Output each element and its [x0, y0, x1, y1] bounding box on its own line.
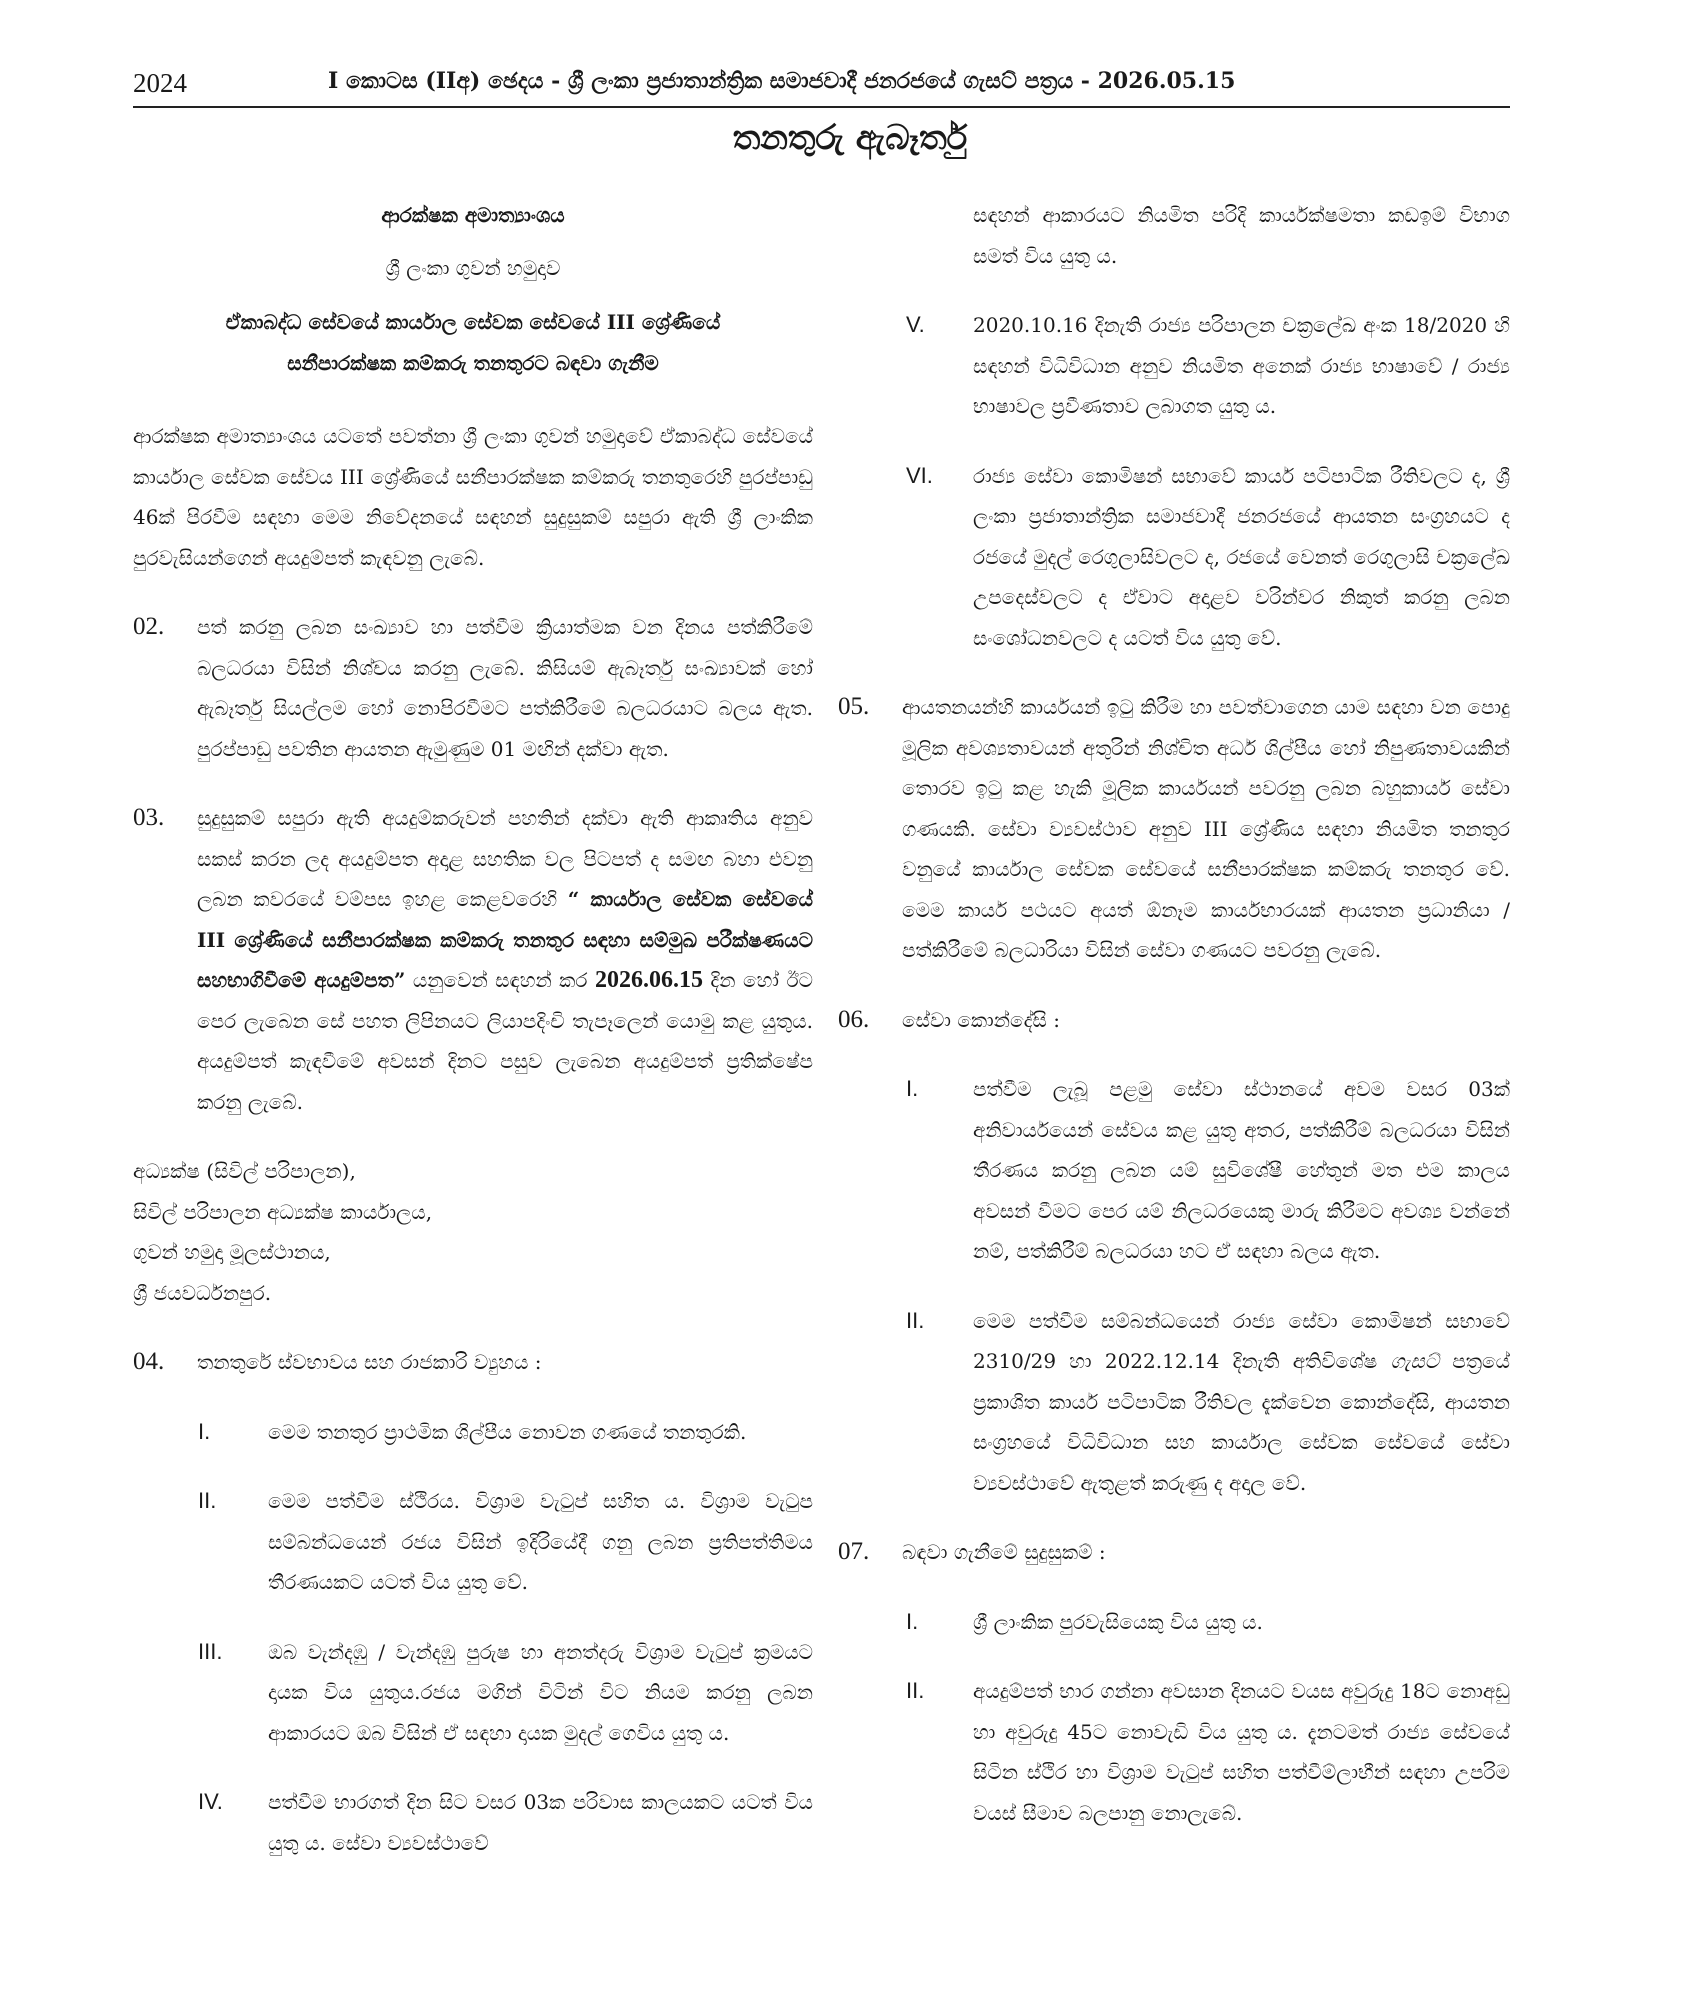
item-text: පත්වීම භාරගත් දින සිට වසර 03ක පරිවාස කාලයකට යටත් විය යුතු ය. සේවා ව්‍යවස්ථාවේ — [268, 1790, 813, 1855]
item-number: II. — [906, 1678, 925, 1703]
list-item — [838, 1671, 1510, 1833]
item-number: VI. — [906, 462, 933, 488]
section-03 — [133, 798, 813, 1122]
list-item — [838, 1069, 1510, 1272]
list-item — [838, 305, 1510, 427]
item-text-a: මෙම පත්වීම සම්බන්ධයෙන් රාජ්‍ය සේවා කොමිෂන් සභාවේ 2310/29 හා 2022.12.14 දිනැති අතිවිශේෂ — [973, 1308, 1510, 1373]
section-text: ආයතනයන්හි කාර්යයන් ඉටු කිරීම හා පවත්වාගෙන යාම සඳහා වන පොදු මූලික අවශ්‍යතාවයන් අතුරින් නිශ්චිත අර්ධ ශිල්පීය හෝ නිපුණතාවයකින් තොරව ඉටු කළ හැකි මූලික කාර්යයන් පවරනු ලබන බහුකාර්ය සේවා ගණයකි. සේවා ව්‍යවස්ථාව අනුව III ශ්‍රේණිය සඳහා නියමිත තනතුර වනුයේ කාර්යාල සේවක සේවයේ සනීපාරක්ෂක කම්කරු තනතුර වේ. මෙම කාර්ය පථයට අයත් ඕනෑම කාර්යභාරයක් ආයතන ප්‍රධානියා / පත්කිරීමේ බලධාරියා විසින් සේවා ගණයට පවරනු ලැබේ. — [902, 695, 1510, 962]
list-item — [838, 1301, 1510, 1504]
item-number: III. — [198, 1638, 223, 1664]
item-number: II. — [198, 1488, 217, 1513]
address-line: අධ්‍යක්ෂ (සිවිල් පරිපාලන), — [133, 1159, 356, 1183]
closing-date: 2026.06.15 — [594, 967, 703, 993]
item-text: 2020.10.16 දිනැති රාජ්‍ය පරිපාලන චක්‍රලේඛ අංක 18/2020 හි සඳහන් විධිවිධාන අනුව නියමිත අනෙක් රාජ්‍ය භාෂාවේ / රාජ්‍ය භාෂාවල ප්‍රවීණතාව ලබාගත යුතු ය. — [973, 313, 1510, 418]
address-block — [133, 1151, 813, 1313]
list-item — [133, 1481, 813, 1603]
list-item — [133, 1412, 813, 1453]
section-04 — [133, 1342, 813, 1383]
address-line: සිවිල් පරිපාලන අධ්‍යක්ෂ කාර්යාලය, — [133, 1199, 433, 1224]
section-text-a: සුදුසුකම් සපුරා ඇති අයදුම්කරුවන් පහතින් දක්වා ඇති ආකෘතිය අනුව සකස් කරන ලද අයදුම්පත අදාළ සහතික වල පිටපත් ද සමඟ බහා එවනු ලබන කවරයේ වම්පස ඉහළ කෙළවරෙහි — [197, 806, 813, 911]
section-text-b: යනුවෙන් සඳහන් කර — [412, 968, 588, 992]
item-text: රාජ්‍ය සේවා කොමිෂන් සභාවේ කාර්ය පටිපාටික රීතිවලට ද, ශ්‍රී ලංකා ප්‍රජාතාන්ත්‍රික සමාජවාදී ජනරජයේ ආයතන සංග්‍රහයට ද රජයේ මුදල් රෙගුලාසිවලට ද, රජයේ වෙනත් රෙගුලාසි චක්‍රලේඛ උපදෙස්වලට ද ඒවාට අදාළව වරින්වර නිකුත් කරනු ලබන සංශෝධනවලට ද යටත් විය යුතු වේ. — [973, 463, 1510, 650]
item-number: IV. — [198, 1789, 223, 1814]
list-item — [133, 1632, 813, 1754]
notice-heading-line-1: ඒකාබද්ධ සේවයේ කාර්යාල සේවක සේවයේ III ශ්‍රේණියේ — [225, 310, 721, 334]
item-number: I. — [906, 1076, 919, 1101]
section-title: සේවා කොන්දේසි : — [902, 1007, 1060, 1032]
item-text: පත්වීම ලැබූ පළමු සේවා ස්ථානයේ අවම වසර 03ක් අනිවාර්යයෙන් සේවය කළ යුතු අතර, පත්කිරීම් බලධරයා විසින් තීරණය කරනු ලබන යම් සුවිශේෂී හේතුන් මත එම කාලය අවසන් වීමට පෙර යම් නිලධරයෙකු මාරු කිරීමට අවශ්‍ය වන්නේ නම්, පත්කිරීම් බලධරයා හට ඒ සඳහා බලය ඇත. — [973, 1077, 1510, 1263]
section-title: බඳවා ගැනීමේ සුදුසුකම් : — [902, 1540, 1106, 1564]
gazette-word: ගැසට් — [1390, 1349, 1440, 1373]
item-number: I. — [198, 1418, 211, 1444]
section-title: තනතුරු ඇබෑර්තු — [732, 118, 968, 158]
section-text-c: දින හෝ ඊට පෙර ලැබෙන සේ පහත ලිපිනයට ලියාපදිංචි තැපෑලෙන් යොමු කළ යුතුය. අයදුම්පත් කැඳවීමේ අවසන් දිනට පසුව ලැබෙන අයදුම්පත් ප්‍රතික්ෂේප කරනු ලැබේ. — [197, 968, 814, 1114]
ministry-name: ආරක්ෂක අමාත්‍යාංශය — [381, 203, 565, 227]
address-line: ශ්‍රී ජයවර්ධනපුර. — [133, 1280, 272, 1305]
envelope-marking: “ කාර්යාල සේවක සේවයේ III ශ්‍රේණියේ සනීපාරක්ෂක කම්කරු තනතුර සඳහා සම්මුඛ පරීක්ෂණයට සහභාගිවීමේ අයදුම්පත” — [197, 887, 813, 992]
section-07 — [838, 1532, 1510, 1573]
section-number: 06. — [838, 1005, 870, 1033]
item-text: මෙම තනතුර ප්‍රාථමික ශිල්පීය නොවන ගණයේ තනතුරකි. — [268, 1419, 747, 1444]
notice-heading-line-2: සනීපාරක්ෂක කම්කරු තනතුරට බඳවා ගැනීම — [287, 350, 659, 375]
address-line: ගුවන් හමුදා මූලස්ථානය, — [133, 1240, 331, 1264]
item-text — [973, 1301, 1510, 1504]
item-number: V. — [906, 312, 925, 337]
section-06 — [838, 1000, 1510, 1041]
item-text: ශ්‍රී ලාංකික පුරවැසියෙකු විය යුතු ය. — [973, 1609, 1263, 1634]
item-number: I. — [906, 1608, 919, 1634]
section-number: 05. — [838, 693, 870, 720]
section-05 — [838, 687, 1510, 971]
section-02 — [133, 607, 813, 769]
item-text-b: පත්‍රයේ ප්‍රකාශිත කාර්ය පටිපාටික රීතිවල දැක්වෙන කොන්දේසි, ආයතන සංග්‍රහයේ විධිවිධාන සහ කාර්යාල සේවක සේවයේ සේවා ව්‍යවස්ථාවේ ඇතුළත් කරුණු ද අදාල වේ. — [973, 1349, 1511, 1495]
list-item — [133, 1782, 813, 1863]
page-number: 2024 — [133, 68, 187, 98]
section-text — [197, 798, 813, 1122]
left-column — [133, 195, 813, 1863]
item-text: අයදුම්පත් භාර ගන්නා අවසාන දිනයට වයස අවුරුදු 18ට නොඅඩු හා අවුරුදු 45ට නොවැඩි විය යුතු ය. දැනටමත් රාජ්‍ය සේවයේ සිටින ස්ථිර හා විශ්‍රාම වැටුප් සහිත පත්වීම්ලාභීන් සඳහා උපරිම වයස් සීමාව බලපානු නොලැබේ. — [973, 1679, 1510, 1825]
page-header — [133, 68, 1510, 104]
section-text: පත් කරනු ලබන සංඛ්‍යාව හා පත්වීම ක්‍රියාත්මක වන දිනය පත්කිරීමේ බලධරයා විසින් නිශ්චය කරනු ලැබේ. කිසියම් ඇබෑර්තු සංඛ්‍යාවක් හෝ ඇබෑර්තු සියල්ලම හෝ නොපිරවීමට පත්කිරීමේ බලධරයාට බලය ඇත. පුරප්පාඩු පවතින ආයතන ඇමුණුම 01 මඟින් දක්වා ඇත. — [197, 615, 813, 761]
section-number: 07. — [838, 1538, 870, 1565]
item-text: ඔබ වැන්දඹු / වැන්දඹු පුරුෂ හා අනත්දරු විශ්‍රාම වැටුප් ක්‍රමයට දායක විය යුතුය.රජය මගින් විටින් විට නියම කරනු ලබන ආකාරයට ඔබ විසින් ඒ සඳහා දායක මුදල් ගෙවිය යුතු ය. — [268, 1639, 813, 1745]
header-rule — [133, 106, 1510, 108]
gazette-header-line: I කොටස (IIඅ) ඡෙදය - ශ්‍රී ලංකා ප්‍රජාතාන්ත්‍රික සමාජවාදී ජනරජයේ ගැසට් පත්‍රය - 2026.05.15 — [328, 68, 1236, 94]
item-text: මෙම පත්වීම ස්ථිරය. විශ්‍රාම වැටුප් සහිත ය. විශ්‍රාම වැටුප සම්බන්ධයෙන් රජය විසින් ඉදිරියේදී ගනු ලබන ප්‍රතිපත්තිමය තීරණයකට යටත් විය යුතු වේ. — [268, 1489, 813, 1594]
continued-text: සඳහන් ආකාරයට නියමිත පරිදි කාර්යක්ෂමතා කඩඉම් විභාග සමත් විය යුතු ය. — [973, 203, 1510, 268]
department-name: ශ්‍රී ලංකා ගුවන් හමුදාව — [385, 255, 561, 280]
right-column — [838, 195, 1510, 1833]
section-number: 03. — [133, 804, 165, 831]
section-title: තනතුරේ ස්වභාවය සහ රාජකාරි ව්‍යුහය : — [197, 1350, 542, 1374]
intro-paragraph: ආරක්ෂක අමාත්‍යාංශය යටතේ පවත්නා ශ්‍රී ලංකා ගුවන් හමුදාවේ ඒකාබද්ධ සේවයේ කාර්යාල සේවක සේවය III ශ්‍රේණියේ සනීපාරක්ෂක කම්කරු තනතුරෙහි පුරප්පාඩු 46ක් පිරවීම සඳහා මෙම නිවේදනයේ සඳහන් සුදුසුකම් සපුරා ඇති ශ්‍රී ලාංකික පුරවැසියන්ගෙන් අයදුම්පත් කැඳවනු ලැබේ. — [133, 424, 813, 570]
section-number: 04. — [133, 1348, 165, 1375]
item-number: II. — [906, 1307, 925, 1333]
list-item — [838, 456, 1510, 659]
list-item — [838, 1602, 1510, 1643]
section-number: 02. — [133, 613, 165, 640]
